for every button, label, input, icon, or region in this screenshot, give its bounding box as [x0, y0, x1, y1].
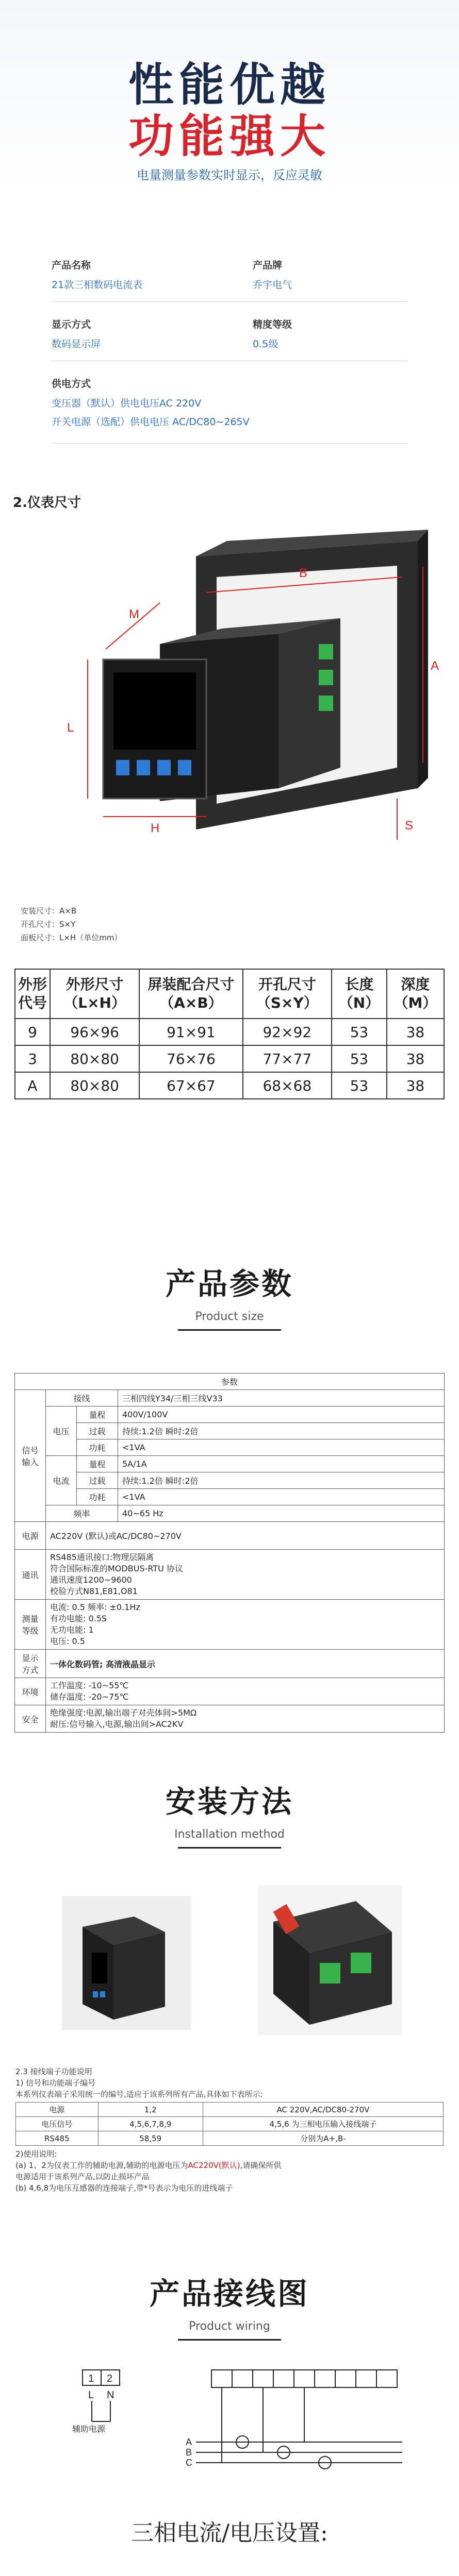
frequency-value: 40~65 Hz [118, 1505, 445, 1522]
accuracy-line: 无功电能: 1 [50, 1625, 94, 1635]
brand-label: 产品牌 [253, 260, 283, 271]
table-row [15, 1550, 445, 1600]
accuracy-label: 测量等级 [15, 1600, 46, 1650]
table-cell: AC 220V,AC/DC80-270V [203, 2103, 443, 2117]
col-header: 外形尺寸（L×H） [50, 969, 139, 1019]
comm-line: 符合国际标准的MODBUS-RTU 协议 [50, 1564, 183, 1573]
brand-value: 乔宇电气 [253, 279, 292, 291]
env-label: 环境 [15, 1678, 46, 1705]
table-row [15, 1456, 445, 1472]
usage-notes [15, 2148, 444, 2194]
supply-value: AC220V (默认)或AC/DC80~270V [46, 1522, 445, 1550]
hero-title-line2: 功能强大 [128, 110, 331, 163]
phase-b-label: B [186, 2447, 192, 2458]
col-header: 深度（M） [387, 969, 444, 1019]
signal-input-label: 信号输入 [15, 1390, 46, 1522]
table-cell: 80×80 [50, 1045, 139, 1072]
phase-a-label: A [186, 2437, 192, 2447]
install-heading-en: Installation method [174, 1828, 285, 1841]
use-title: 2)使用说明: [15, 2149, 57, 2159]
parameter-table [14, 1373, 445, 1733]
comm-values [46, 1550, 445, 1600]
comm-line: 校验方式N81,E81,O81 [50, 1586, 138, 1596]
wire-terminal-notes [15, 2066, 444, 2100]
table-cell: 53 [332, 1072, 387, 1099]
table-cell: 76×76 [139, 1045, 242, 1072]
safety-values [46, 1705, 445, 1733]
power-consumption-label: 功耗 [77, 1439, 118, 1456]
comm-line: RS485通讯接口:物理层隔离 [50, 1552, 154, 1562]
product-name-value: 21款三相数码电流表 [52, 279, 143, 291]
table-row [15, 1439, 445, 1456]
aux-power-wires [92, 2401, 110, 2421]
display-label: 显示方式 [15, 1650, 46, 1678]
voltage-range: 400V/100V [118, 1406, 445, 1423]
wire-heading: 2.3 接线端子功能说明 [15, 2067, 92, 2076]
wiring-heading-cn: 产品接线图 [149, 2276, 309, 2311]
table-row [15, 1650, 445, 1678]
install-heading [0, 1777, 459, 1849]
accuracy-line: 电压: 0.5 [50, 1636, 85, 1646]
current-terminals [196, 2370, 402, 2469]
table-cell: 96×96 [50, 1019, 139, 1045]
col-header: 屏装配合尺寸（A×B） [139, 969, 242, 1019]
params-heading-cn: 产品参数 [165, 1266, 293, 1301]
install-illustration [52, 1875, 413, 2045]
wire-sub1: 1) 信号和功能端子编号 [15, 2078, 96, 2088]
dimension-notes [21, 904, 122, 944]
table-cell: 68×68 [243, 1072, 332, 1099]
table-row [15, 1705, 445, 1733]
voltage-label: 电压 [46, 1406, 77, 1456]
use-line-a2: 电源适用于该系列产品,以防止损坏产品 [15, 2172, 150, 2181]
table-cell: 9 [15, 1019, 50, 1045]
label-S: S [405, 819, 414, 833]
range-label: 量程 [77, 1406, 118, 1423]
table-row [15, 1472, 445, 1489]
phase-c-label: C [186, 2458, 192, 2468]
safety-line: 绝缘强度:电源,输出端子对壳体间>5MΩ [50, 1708, 197, 1718]
col-header: 开孔尺寸（S×Y） [243, 969, 332, 1019]
use-line-a [15, 2160, 444, 2171]
label-M: M [129, 607, 139, 621]
use-text: ,请确保所供 [240, 2161, 282, 2170]
table-header-row [15, 969, 444, 1019]
wiring-heading [0, 2269, 459, 2341]
label-H: H [151, 821, 160, 835]
table-row [15, 1374, 445, 1390]
params-heading-en: Product size [195, 1310, 264, 1323]
note-panel-size: 面板尺寸：L×H（单位mm） [21, 933, 122, 942]
current-overload: 持续:1.2倍 瞬时:2倍 [118, 1472, 445, 1489]
label-B: B [299, 566, 308, 580]
table-row [16, 2131, 444, 2146]
overload-label: 过载 [77, 1423, 118, 1439]
accuracy-line: 有功电能: 0.5S [50, 1614, 107, 1623]
terminal-N-label: N [107, 2389, 114, 2401]
install-front-image [62, 1896, 191, 2030]
setup-flow-connectors [0, 2555, 459, 2576]
terminal-table [15, 2102, 444, 2146]
comm-label: 通讯 [15, 1550, 46, 1600]
meter-dimension-diagram [10, 520, 449, 902]
display-value: 数码显示屏 [52, 338, 101, 350]
display-value: 一体化数码管; 高清液晶显示 [46, 1650, 445, 1678]
terminal-1-label: 1 [88, 2373, 94, 2384]
note-install-size: 安装尺寸：A×B [21, 906, 77, 916]
heading-underline [178, 1329, 281, 1331]
wiring-diagram [41, 2360, 423, 2494]
note-cutout-size: 开孔尺寸：S×Y [21, 920, 76, 929]
meter-front-panel [103, 659, 206, 799]
product-name-label: 产品名称 [52, 260, 91, 271]
table-row [15, 1019, 444, 1045]
dimension-illustration [10, 520, 449, 902]
table-cell: A [15, 1072, 50, 1099]
col-header: 外形代号 [15, 969, 50, 1019]
voltage-power: <1VA [118, 1439, 445, 1456]
power-value-1: 变压器（默认）供电电压AC 220V [52, 398, 202, 409]
flow-title: 三相电流/电压设置: [131, 2520, 328, 2546]
spec-grid [52, 242, 407, 469]
current-label: 电流 [46, 1456, 77, 1505]
params-heading [0, 1260, 459, 1331]
terminal-2-label: 2 [107, 2373, 113, 2384]
comm-line: 通讯速度1200~9600 [50, 1575, 132, 1585]
frequency-label: 频率 [46, 1505, 118, 1522]
table-cell: 80×80 [50, 1072, 139, 1099]
table-cell: 38 [387, 1019, 444, 1045]
overload-label: 过载 [77, 1472, 118, 1489]
hero-banner [0, 0, 459, 196]
table-row [15, 1678, 445, 1705]
table-cell: 3 [15, 1045, 50, 1072]
table-cell: 53 [332, 1045, 387, 1072]
voltage-overload: 持续:1.2倍 瞬时:2倍 [118, 1423, 445, 1439]
accuracy-line: 电流: 0.5 频率: ±0.1Hz [50, 1602, 140, 1612]
display-label: 显示方式 [52, 319, 91, 330]
table-row [15, 1045, 444, 1072]
table-cell: 分别为A+,B- [203, 2131, 443, 2146]
safety-label: 安全 [15, 1705, 46, 1733]
env-line: 工作温度: -10~55℃ [50, 1681, 129, 1690]
accuracy-value: 0.5级 [253, 338, 278, 350]
table-cell: 53 [332, 1019, 387, 1045]
current-power: <1VA [118, 1489, 445, 1505]
heading-underline [178, 2339, 281, 2341]
table-row [15, 1600, 445, 1650]
table-cell: 电源 [16, 2103, 99, 2117]
table-row [15, 1489, 445, 1505]
power-label: 供电方式 [52, 378, 91, 389]
table-cell: 58,59 [98, 2131, 203, 2146]
power-consumption-label: 功耗 [77, 1489, 118, 1505]
use-highlight: AC220V(默认) [188, 2161, 240, 2170]
spec-divider [52, 301, 407, 302]
table-cell: 38 [387, 1072, 444, 1099]
dimension-section-title: 2.仪表尺寸 [13, 495, 81, 511]
label-A: A [431, 659, 439, 673]
wiring-value: 三相四线Y34/三相三线V33 [118, 1390, 445, 1406]
table-cell: 91×91 [139, 1019, 242, 1045]
table-row [15, 1406, 445, 1423]
install-rear-image [258, 1886, 402, 2035]
table-row [16, 2117, 444, 2131]
range-label: 量程 [77, 1456, 118, 1472]
accuracy-label: 精度等级 [253, 319, 292, 330]
table-cell: 4,5,6 为三相电压输入接线端子 [203, 2117, 443, 2131]
hero-subtitle: 电量测量参数实时显示，反应灵敏 [137, 168, 322, 182]
use-line-b: (b) 4,6,8为电压互感器的连接端子,带*号表示为电压的进线端子 [15, 2183, 233, 2193]
table-row [15, 1390, 445, 1406]
dimension-table [14, 969, 445, 1099]
install-heading-cn: 安装方法 [165, 1784, 293, 1819]
wire-sub2: 本系列仪表端子采用统一的编号,适应于该系列所有产品,具体如下表所示: [15, 2090, 263, 2099]
table-cell: 电压信号 [16, 2117, 99, 2131]
table-row [15, 1522, 445, 1550]
env-line: 储存温度: -20~75℃ [50, 1692, 129, 1702]
table-row [15, 1072, 444, 1099]
col-header: 长度（N） [332, 969, 387, 1019]
use-text: (a) 1、2为仪表工作的辅助电源,辅助的电源电压为 [15, 2161, 188, 2170]
table-cell: 77×77 [243, 1045, 332, 1072]
safety-line: 耐压:信号输入,电源,输出间>AC2KV [50, 1719, 184, 1729]
heading-underline [178, 1847, 281, 1849]
table-row [16, 2103, 444, 2117]
wiring-heading-en: Product wiring [189, 2320, 270, 2333]
hero-title-line1: 性能优越 [128, 58, 331, 111]
table-title: 参数 [15, 1374, 445, 1390]
terminal-L-label: L [88, 2389, 94, 2401]
table-cell: 92×92 [243, 1019, 332, 1045]
spec-divider [52, 443, 407, 444]
power-value-2: 开关电源（选配）供电电压 AC/DC80~265V [52, 416, 250, 428]
table-cell: 38 [387, 1045, 444, 1072]
aux-power-label: 辅助电源 [72, 2425, 106, 2434]
env-values [46, 1678, 445, 1705]
table-row [15, 1505, 445, 1522]
wiring-label: 接线 [46, 1390, 118, 1406]
table-cell: RS485 [16, 2131, 99, 2146]
label-L: L [67, 721, 74, 735]
table-cell: 4,5,6,7,8,9 [98, 2117, 203, 2131]
table-row [15, 1423, 445, 1439]
current-range: 5A/1A [118, 1456, 445, 1472]
accuracy-values [46, 1600, 445, 1650]
supply-label: 电源 [15, 1522, 46, 1550]
table-cell: 1,2 [98, 2103, 203, 2117]
table-cell: 67×67 [139, 1072, 242, 1099]
